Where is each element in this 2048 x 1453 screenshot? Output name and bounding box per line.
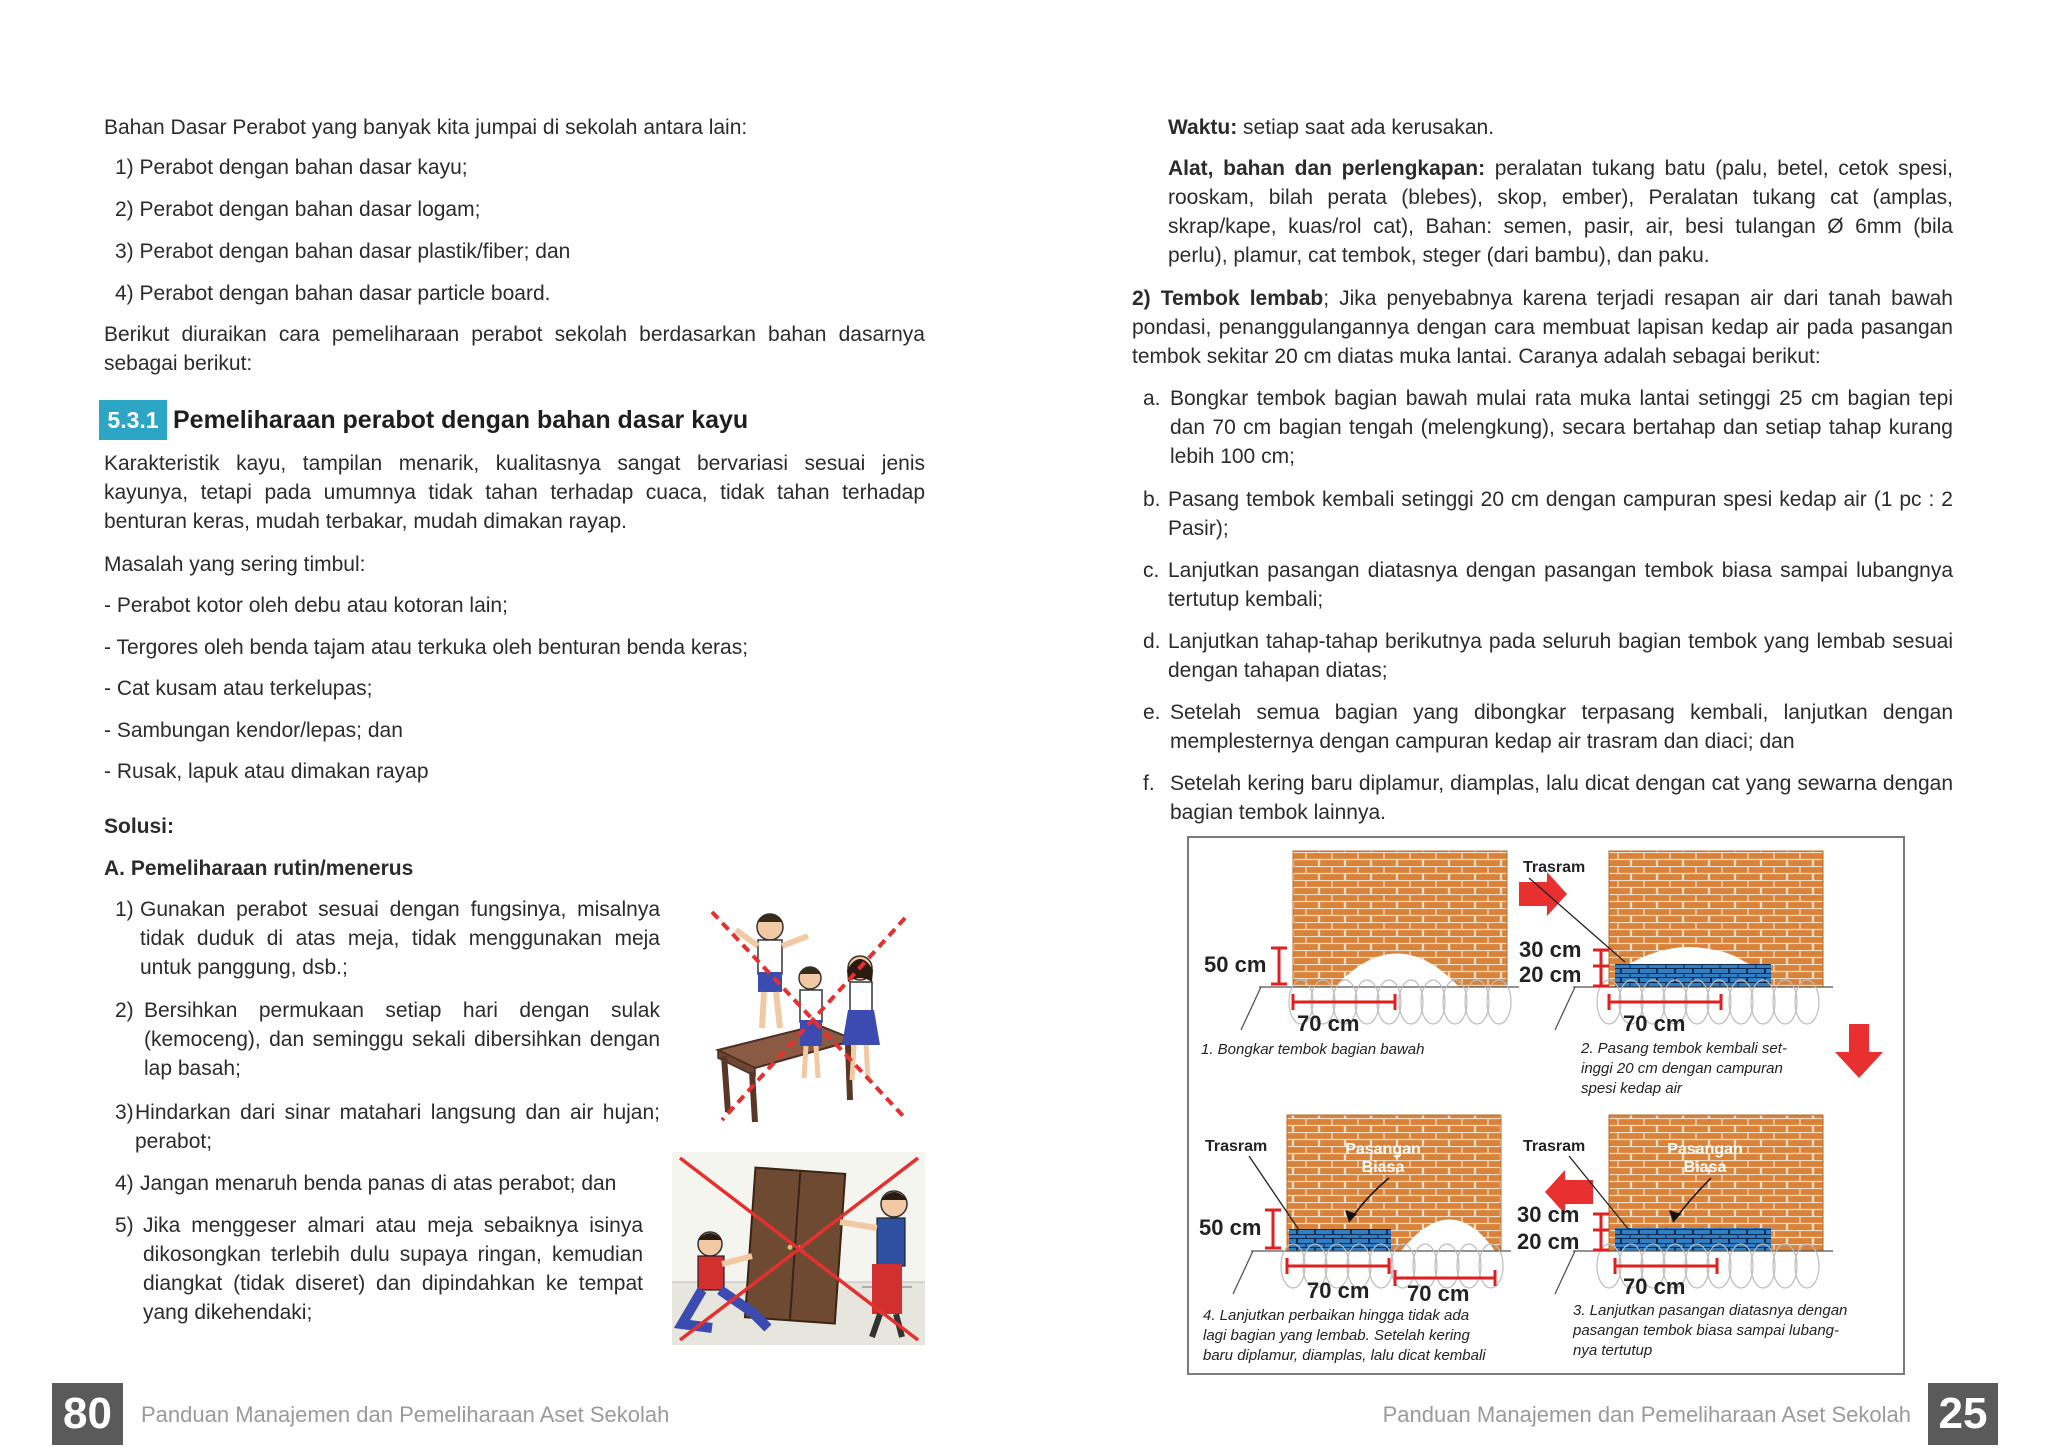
intro-text: Bahan Dasar Perabot yang banyak kita jumpai di sekolah antara lain:: [104, 116, 748, 139]
caption-2c: spesi kedap air: [1581, 1080, 1682, 1097]
trasram-label: Trasram: [1205, 1138, 1268, 1155]
karakteristik-paragraph: Karakteristik kayu, tampilan menarik, kualitasnya sangat bervariasi sesuai jenis kayunya, tetapi pada umumnya tidak tahan terhadap cuaca, tidak tahan terhadap benturan keras, mudah terbakar, mudah dimakan rayap.: [104, 452, 925, 533]
arrow-down-icon: [1835, 1024, 1883, 1078]
step-text: Bersihkan permukaan setiap hari dengan sulak (kemoceng), dan seminggu sekali dibersihkan dengan lap basah;: [144, 999, 660, 1080]
panel-1: [1201, 851, 1519, 1058]
section-number-badge: 5.3.1: [99, 400, 167, 440]
arrow-right-icon: [1519, 872, 1567, 916]
problem-list: [104, 591, 925, 786]
waktu-text: setiap saat ada kerusakan.: [1237, 116, 1495, 139]
caption-3b: pasangan tembok biasa sampai lubang-: [1573, 1322, 1840, 1339]
step-text: Setelah kering baru diplamur, diamplas, lalu dicat dengan cat yang sewarna dengan bagian tembok lainnya.: [1170, 772, 1953, 824]
page-number-box: 80: [52, 1383, 123, 1445]
masalah-label: Masalah yang sering timbul:: [104, 553, 366, 576]
step-text: Hindarkan dari sinar matahari langsung dan air hujan; perabot;: [135, 1101, 660, 1153]
section-heading: Pemeliharaan perabot dengan bahan dasar kayu: [173, 406, 749, 434]
biasa-label: Biasa: [1361, 1159, 1405, 1176]
step-text: Lanjutkan tahap-tahap berikutnya pada seluruh bagian tembok yang lembab sesuai dengan tahapan diatas;: [1168, 630, 1953, 682]
tembok-step-c: [1143, 556, 1953, 614]
tembok-paragraph: [1132, 284, 1953, 371]
list-item: - Tergores oleh benda tajam atau terkuka oleh benturan benda keras;: [104, 635, 749, 659]
step-2: [115, 996, 660, 1083]
alat-paragraph: [1168, 154, 1953, 270]
caption-2b: inggi 20 cm dengan campuran: [1581, 1060, 1783, 1077]
waktu-label: Waktu:: [1168, 116, 1238, 139]
dim-20-label: 20 cm: [1519, 962, 1582, 987]
panel-3: [1517, 1115, 1847, 1359]
tembok-step-b: [1143, 485, 1953, 543]
step-number: 1): [115, 898, 134, 921]
caption-3c: nya tertutup: [1573, 1342, 1653, 1359]
step-label: b.: [1143, 488, 1161, 511]
trasram-label: Trasram: [1523, 859, 1586, 876]
dim-30-label: 30 cm: [1519, 937, 1582, 962]
illustration-dragging-wardrobe: [672, 1152, 925, 1345]
dim-30-label: 30 cm: [1517, 1202, 1580, 1227]
list-item: 3) Perabot dengan bahan dasar plastik/fiber; dan: [115, 240, 571, 263]
step-1: [115, 895, 660, 982]
page-number-box: 25: [1928, 1383, 1998, 1445]
step-number: 5): [115, 1214, 134, 1237]
material-list: [115, 153, 915, 308]
waktu-line: [1168, 113, 1953, 142]
dim-70-label: 70 cm: [1407, 1281, 1470, 1306]
caption-4a: 4. Lanjutkan perbaikan hingga tidak ada: [1203, 1307, 1470, 1324]
trasram-label: Trasram: [1523, 1138, 1586, 1155]
caption-4c: baru diplamur, diamplas, lalu dicat kembali: [1203, 1347, 1486, 1364]
pasangan-label: Pasangan: [1667, 1141, 1743, 1158]
tembok-step-d: [1143, 627, 1953, 685]
step-text: Jika menggeser almari atau meja sebaiknya isinya dikosongkan terlebih dulu supaya ringan, kemudian diangkat (tidak diseret) dan dipindahkan ke tempat yang dikehendaki;: [143, 1214, 643, 1324]
footer-title: Panduan Manajemen dan Pemeliharaan Aset Sekolah: [141, 1402, 670, 1427]
dim-20-label: 20 cm: [1517, 1229, 1580, 1254]
step-3: [115, 1098, 660, 1156]
subheading-rutin: A. Pemeliharaan rutin/menerus: [104, 857, 414, 880]
tembok-step-e: [1143, 698, 1953, 756]
alat-text: peralatan tukang batu (palu, betel, cetok spesi, rooskam, bilah perata (blebes), skop, ember), Peralatan tukang cat (amplas, skrap/kape, kuas/rol cat), Bahan: semen, pasir, air, besi tulangan Ø 6mm (bila perlu), plamur, cat tembok, steger (dari bambu), dan paku.: [1168, 157, 1953, 267]
dim-50-label: 50 cm: [1204, 952, 1267, 977]
step-label: d.: [1143, 630, 1161, 653]
step-number: 4): [115, 1172, 134, 1195]
list-item: - Cat kusam atau terkelupas;: [104, 677, 373, 700]
step-text: Setelah semua bagian yang dibongkar terpasang kembali, lanjutkan dengan memplesternya dengan campuran kedap air trasram dan diaci; dan: [1170, 701, 1953, 753]
step-text: Lanjutkan pasangan diatasnya dengan pasangan tembok biasa sampai lubangnya tertutup kembali;: [1168, 559, 1953, 611]
dim-70-label: 70 cm: [1307, 1278, 1370, 1303]
list-item: - Perabot kotor oleh debu atau kotoran lain;: [104, 594, 508, 617]
dim-70-label: 70 cm: [1623, 1011, 1686, 1036]
step-text: Gunakan perabot sesuai dengan fungsinya, misalnya tidak duduk di atas meja, tidak menggunakan meja untuk panggung, dsb.;: [140, 898, 660, 979]
step-label: f.: [1143, 772, 1155, 795]
tembok-step-a: [1143, 384, 1953, 471]
pasangan-label: Pasangan: [1345, 1141, 1421, 1158]
step-label: e.: [1143, 701, 1161, 724]
berikut-paragraph: Berikut diuraikan cara pemeliharaan perabot sekolah berdasarkan bahan dasarnya sebagai berikut:: [104, 323, 925, 375]
caption-3a: 3. Lanjutkan pasangan diatasnya dengan: [1573, 1302, 1848, 1319]
footer-title: Panduan Manajemen dan Pemeliharaan Aset Sekolah: [1382, 1402, 1911, 1427]
step-text: Bongkar tembok bagian bawah mulai rata muka lantai setinggi 25 cm bagian tepi dan 70 cm bagian tengah (melengkung), secara bertahap dan setiap tahap kurang lebih 100 cm;: [1170, 387, 1953, 468]
dim-70-label: 70 cm: [1623, 1274, 1686, 1299]
step-text: Jangan menaruh benda panas di atas perabot; dan: [140, 1172, 617, 1195]
dim-70-label: 70 cm: [1297, 1011, 1360, 1036]
list-item: 4) Perabot dengan bahan dasar particle board.: [115, 282, 551, 305]
step-label: a.: [1143, 387, 1161, 410]
list-item: 2) Perabot dengan bahan dasar logam;: [115, 198, 481, 221]
step-number: 3): [115, 1101, 134, 1124]
step-text: Pasang tembok kembali setinggi 20 cm dengan campuran spesi kedap air (1 pc : 2 Pasir);: [1168, 488, 1953, 540]
list-item: - Sambungan kendor/lepas; dan: [104, 718, 403, 742]
caption-4b: lagi bagian yang lembab. Setelah kering: [1203, 1327, 1470, 1344]
step-label: c.: [1143, 559, 1160, 582]
list-item: 1) Perabot dengan bahan dasar kayu;: [115, 156, 468, 179]
tembok-step-f: [1143, 769, 1953, 827]
panel-2: [1519, 851, 1883, 1097]
illustration-standing-on-table: [700, 900, 925, 1125]
tembok-label: 2) Tembok lembab: [1132, 287, 1324, 310]
step-number: 2): [115, 999, 134, 1022]
alat-label: Alat, bahan dan perlengkapan:: [1168, 157, 1486, 180]
tembok-text: ; Jika penyebabnya karena terjadi resapan air dari tanah bawah pondasi, penanggulangannya dengan cara membuat lapisan kedap air pada pasangan tembok sekitar 20 cm diatas muka lantai. Caranya adalah sebagai berikut:: [1132, 287, 1953, 368]
list-item: - Rusak, lapuk atau dimakan rayap: [104, 760, 429, 783]
biasa-label: Biasa: [1683, 1159, 1727, 1176]
dim-50-label: 50 cm: [1199, 1215, 1262, 1240]
solusi-label: Solusi:: [104, 815, 175, 838]
wall-repair-diagram: [1187, 836, 1905, 1375]
step-4: [115, 1169, 660, 1198]
panel-4: [1199, 1115, 1511, 1364]
step-5: [115, 1211, 643, 1327]
wall-repair-svg: [1189, 838, 1903, 1373]
caption-2a: 2. Pasang tembok kembali set-: [1581, 1040, 1787, 1057]
caption-1: 1. Bongkar tembok bagian bawah: [1201, 1041, 1425, 1058]
